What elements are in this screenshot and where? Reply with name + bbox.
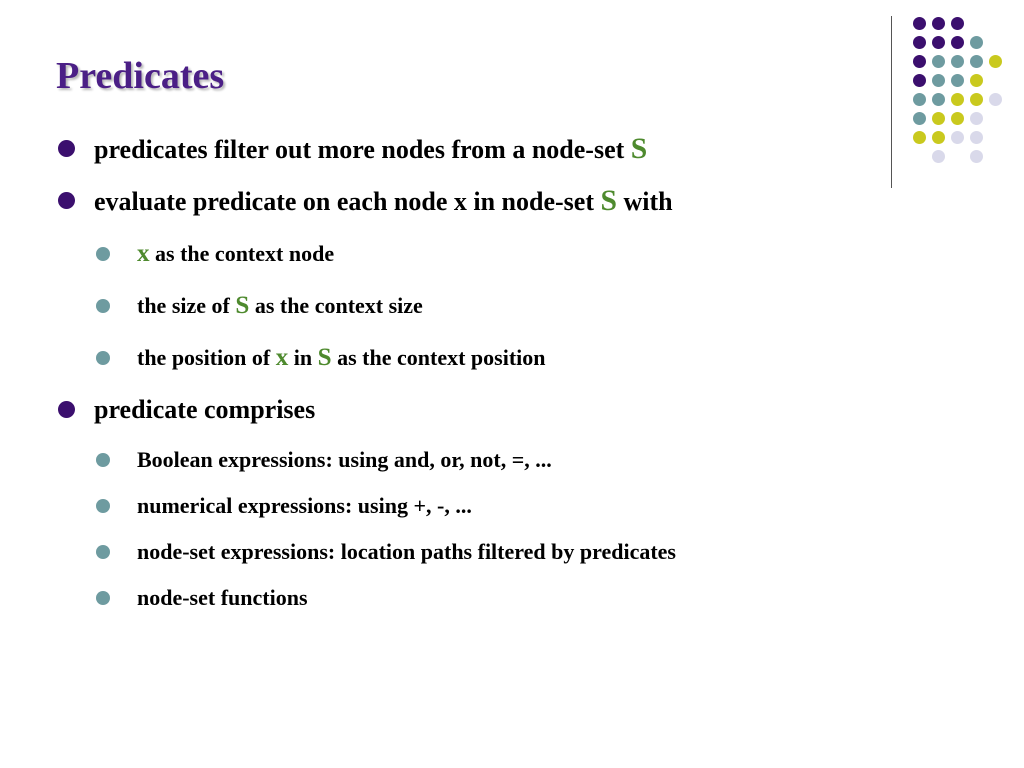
- slide-title: Predicates: [56, 55, 225, 97]
- decor-dot: [932, 55, 945, 68]
- decor-dot: [913, 112, 926, 125]
- variable-x: x: [137, 240, 150, 267]
- bullet-dot: [96, 351, 110, 365]
- text-run: as the context node: [149, 241, 335, 266]
- decor-dot: [951, 131, 964, 144]
- text-run: as the context size: [249, 293, 423, 318]
- text-run: node-set functions: [137, 585, 308, 610]
- bullet-dot: [96, 299, 110, 313]
- text-run: the size of: [137, 293, 236, 318]
- bullet-dot: [96, 545, 110, 559]
- decor-dot: [913, 55, 926, 68]
- decor-dot: [970, 112, 983, 125]
- decor-dot: [970, 131, 983, 144]
- decor-dot: [932, 93, 945, 106]
- decor-dot: [913, 93, 926, 106]
- bullet-dot: [58, 401, 75, 418]
- text-run: the position of: [137, 345, 276, 370]
- decor-dot: [951, 74, 964, 87]
- decor-dot: [951, 93, 964, 106]
- decor-dot: [989, 93, 1002, 106]
- text-run: Boolean expressions: using and, or, not, =, ...: [137, 447, 552, 472]
- decor-dot: [970, 74, 983, 87]
- decor-dot: [951, 55, 964, 68]
- decor-dot: [932, 112, 945, 125]
- bullet-text: [137, 537, 676, 567]
- text-run: as the context position: [331, 345, 546, 370]
- text-run: with: [616, 187, 673, 216]
- decor-dot: [970, 150, 983, 163]
- bullet-text: [137, 445, 552, 475]
- text-run: predicates filter out more nodes from a node-set: [94, 135, 631, 164]
- decor-dot: [913, 74, 926, 87]
- decor-dot: [970, 55, 983, 68]
- bullet-text: [137, 583, 308, 613]
- decor-dot: [951, 36, 964, 49]
- text-run: evaluate predicate on each node x in node-set: [94, 187, 601, 216]
- decor-dot: [932, 74, 945, 87]
- bullet-dot: [58, 140, 75, 157]
- decor-dot: [951, 17, 964, 30]
- bullet-text: [94, 186, 673, 217]
- variable-x: x: [275, 344, 289, 371]
- bullet-dot: [96, 499, 110, 513]
- divider-line: [891, 16, 892, 188]
- variable-s: S: [630, 133, 648, 165]
- text-run: in: [288, 345, 318, 370]
- bullet-dot: [58, 192, 75, 209]
- bullet-text: [137, 491, 472, 521]
- decor-dot: [932, 17, 945, 30]
- bullet-text: [137, 291, 423, 321]
- variable-s: S: [317, 344, 332, 371]
- text-run: numerical expressions: using +, -, ...: [137, 493, 472, 518]
- bullet-text: [94, 134, 647, 165]
- bullet-text: [94, 395, 315, 425]
- decor-dot: [932, 131, 945, 144]
- bullet-dot: [96, 247, 110, 261]
- decor-dot: [970, 93, 983, 106]
- decor-dot: [913, 131, 926, 144]
- bullet-text: [137, 239, 334, 269]
- bullet-dot: [96, 453, 110, 467]
- bullet-dot: [96, 591, 110, 605]
- decor-dot: [970, 36, 983, 49]
- decor-dot: [913, 17, 926, 30]
- decor-dot: [932, 36, 945, 49]
- variable-s: S: [235, 292, 250, 319]
- decor-dot: [932, 150, 945, 163]
- bullet-text: [137, 343, 546, 373]
- text-run: predicate comprises: [94, 395, 316, 424]
- decor-dot: [913, 36, 926, 49]
- decor-dot: [989, 55, 1002, 68]
- decor-dot: [951, 112, 964, 125]
- variable-s: S: [600, 185, 617, 217]
- text-run: node-set expressions: location paths filtered by predicates: [137, 539, 676, 564]
